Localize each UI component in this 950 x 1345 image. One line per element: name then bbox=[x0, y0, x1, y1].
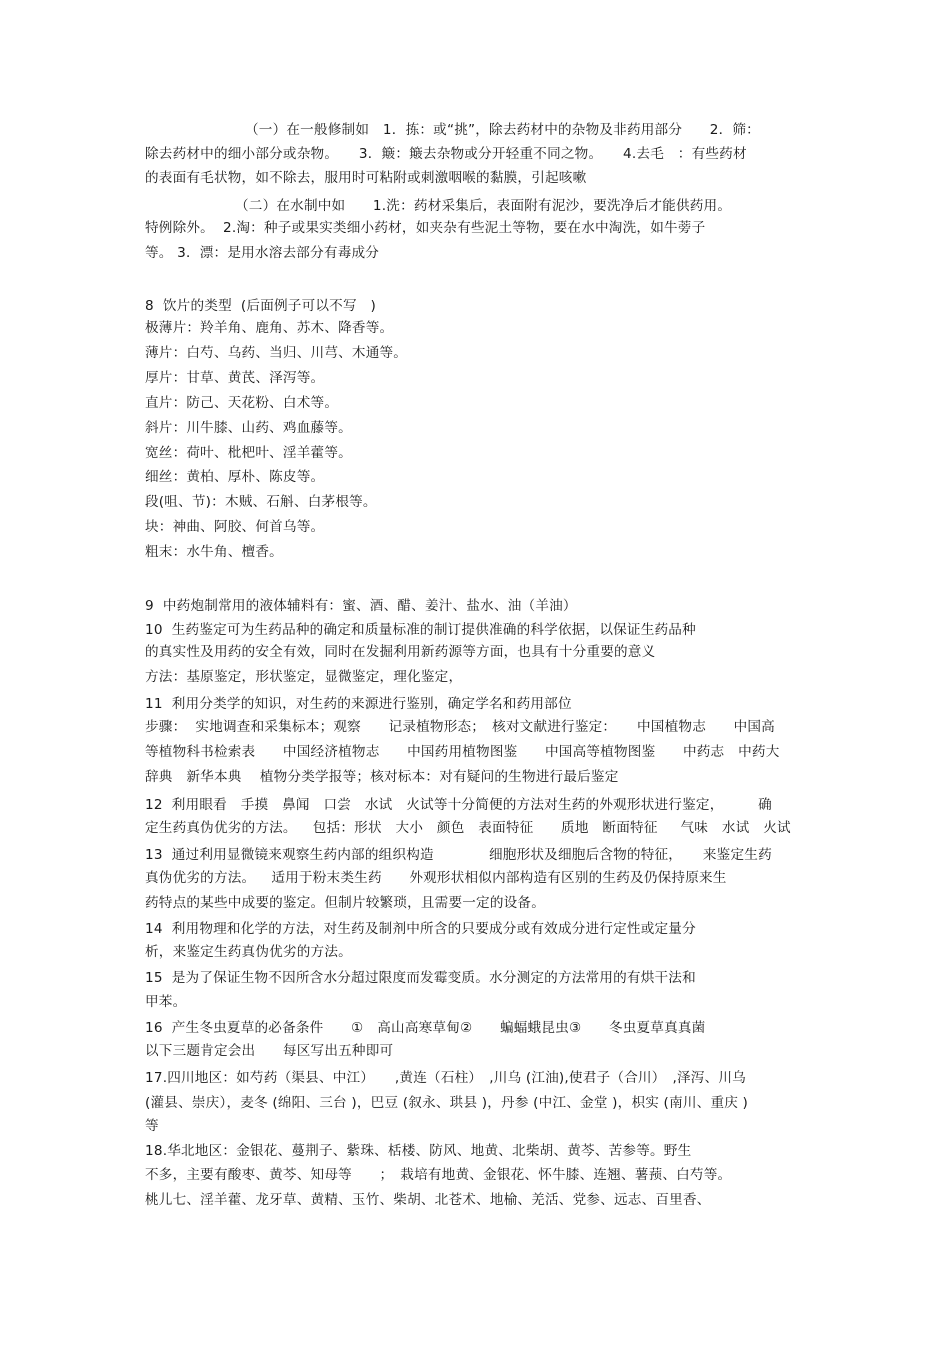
text-line: 定生药真伪优劣的方法。 包括：形状 大小 颜色 表面特征 质地 断面特征 气味 水试 火试 bbox=[145, 820, 791, 836]
section-heading: 18.华北地区：金银花、蔓荆子、紫珠、栝楼、防风、地黄、北柴胡、黄芩、苦参等。野生 bbox=[145, 1143, 692, 1159]
text-line: 的真实性及用药的安全有效，同时在发掘利用新药源等方面，也具有十分重要的意义 bbox=[145, 644, 656, 660]
text-line: (灌县、崇庆），麦冬 (绵阳、三台 )，巴豆 (叙永、珙县 )，丹参 (中江、金堂 )，枳实 (南川、重庆 ) bbox=[145, 1095, 749, 1111]
section-heading: 9 中药炮制常用的液体辅料有：蜜、酒、醋、姜汁、盐水、油（羊油） bbox=[145, 598, 577, 614]
text-line: 段(咀、节)：木贼、石斛、白茅根等。 bbox=[145, 494, 377, 510]
text-line: 甲苯。 bbox=[145, 994, 187, 1010]
text-line: （二）在水制中如 1.洗：药材采集后，表面附有泥沙，要洗净后才能供药用。 bbox=[235, 198, 732, 214]
section-heading: 11 利用分类学的知识，对生药的来源进行鉴别，确定学名和药用部位 bbox=[145, 696, 572, 712]
text-line: 辞典 新华本典 植物分类学报等；核对标本：对有疑问的生物进行最后鉴定 bbox=[145, 769, 619, 785]
text-line: 步骤： 实地调查和采集标本；观察 记录植物形态； 核对文献进行鉴定： 中国植物志 中国高 bbox=[145, 719, 775, 735]
text-line: 以下三题肯定会出 每区写出五种即可 bbox=[145, 1043, 394, 1059]
text-line: 等植物科书检索表 中国经济植物志 中国药用植物图鉴 中国高等植物图鉴 中药志 中药大 bbox=[145, 744, 780, 760]
section-heading: 8 饮片的类型 (后面例子可以不写 ) bbox=[145, 298, 377, 314]
text-line: 等。 3．漂：是用水溶去部分有毒成分 bbox=[145, 245, 380, 261]
text-line: 粗末：水牛角、檀香。 bbox=[145, 544, 283, 560]
text-line: 等 bbox=[145, 1118, 159, 1134]
text-line: 析，来鉴定生药真伪优劣的方法。 bbox=[145, 944, 352, 960]
section-heading: 13 通过利用显微镜来观察生药内部的组织构造 细胞形状及细胞后含物的特征， 来鉴定生药 bbox=[145, 847, 772, 863]
text-line: 桃儿七、淫羊藿、龙牙草、黄精、玉竹、柴胡、北苍术、地榆、羌活、党参、远志、百里香、 bbox=[145, 1192, 711, 1208]
text-line: 方法：基原鉴定，形状鉴定，显微鉴定，理化鉴定， bbox=[145, 669, 463, 685]
section-heading: 16 产生冬虫夏草的必备条件 ① 高山高寒草甸② 蝙蝠蛾昆虫③ 冬虫夏草真真菌 bbox=[145, 1020, 706, 1036]
section-heading: 17.四川地区：如芍药（渠县、中江） ,黄连（石柱） ,川乌 (江油),使君子（合川） ,泽泻、川乌 bbox=[145, 1070, 746, 1086]
section-heading: 10 生药鉴定可为生药品种的确定和质量标准的制订提供准确的科学依据，以保证生药品种 bbox=[145, 622, 696, 638]
text-line: 药特点的某些中成要的鉴定。但制片较繁琐，且需要一定的设备。 bbox=[145, 895, 546, 911]
text-line: 除去药材中的细小部分或杂物。 3．簸：簸去杂物或分开轻重不同之物。 4.去毛 ：有些药材 bbox=[145, 146, 747, 162]
text-line: 块：神曲、阿胶、何首乌等。 bbox=[145, 519, 325, 535]
text-line: （一）在一般修制如 1．拣：或“挑”，除去药材中的杂物及非药用部分 2．筛： bbox=[245, 122, 760, 138]
text-line: 薄片：白芍、乌药、当归、川芎、木通等。 bbox=[145, 345, 408, 361]
text-line: 的表面有毛状物，如不除去，服用时可粘附或刺激咽喉的黏膜，引起咳嗽 bbox=[145, 170, 587, 186]
text-line: 不多，主要有酸枣、黄芩、知母等 ； 栽培有地黄、金银花、怀牛膝、连翘、薯蓣、白芍等。 bbox=[145, 1167, 732, 1183]
text-line: 极薄片：羚羊角、鹿角、苏木、降香等。 bbox=[145, 320, 394, 336]
text-line: 斜片：川牛膝、山药、鸡血藤等。 bbox=[145, 420, 352, 436]
section-heading: 14 利用物理和化学的方法，对生药及制剂中所含的只要成分或有效成分进行定性或定量分 bbox=[145, 921, 696, 937]
text-line: 特例除外。 2.淘：种子或果实类细小药材，如夹杂有些泥土等物，要在水中淘洗，如牛蒡子 bbox=[145, 220, 706, 236]
text-line: 直片：防己、天花粉、白术等。 bbox=[145, 395, 339, 411]
section-heading: 15 是为了保证生物不因所含水分超过限度而发霉变质。水分测定的方法常用的有烘干法和 bbox=[145, 970, 696, 986]
text-line: 细丝：黄柏、厚朴、陈皮等。 bbox=[145, 469, 325, 485]
text-line: 真伪优劣的方法。 适用于粉末类生药 外观形状相似内部构造有区别的生药及仍保持原来生 bbox=[145, 870, 727, 886]
section-heading: 12 利用眼看 手摸 鼻闻 口尝 水试 火试等十分简便的方法对生药的外观形状进行鉴定， 确 bbox=[145, 797, 772, 813]
text-line: 宽丝：荷叶、枇杷叶、淫羊藿等。 bbox=[145, 445, 352, 461]
text-line: 厚片：甘草、黄芪、泽泻等。 bbox=[145, 370, 325, 386]
